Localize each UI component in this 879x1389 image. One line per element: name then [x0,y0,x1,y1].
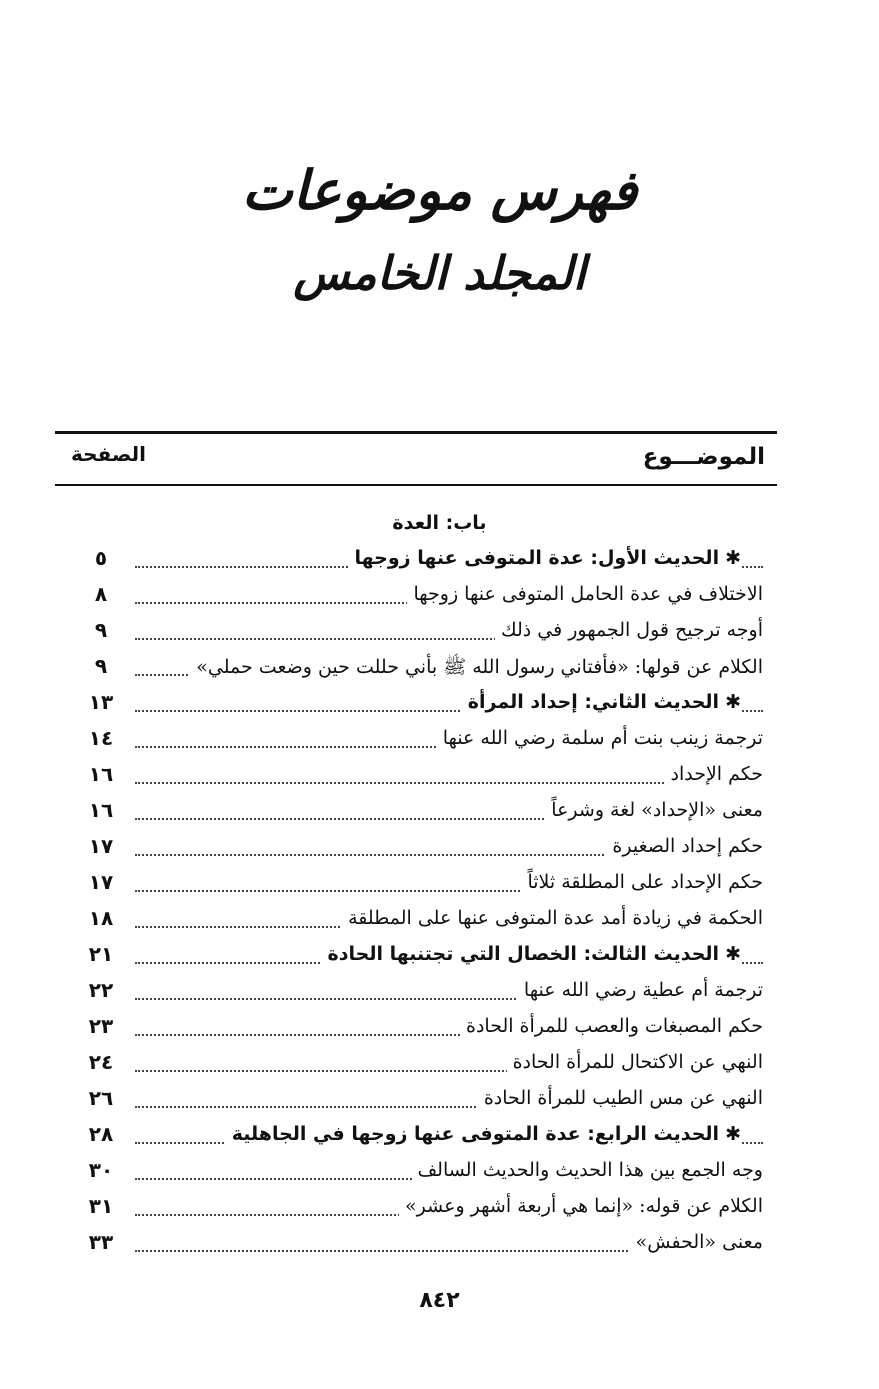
toc-entry [55,1120,777,1156]
toc-entry-page: ٢٨ [88,1122,114,1146]
header-top-rule [55,431,777,434]
toc-entry-title [348,547,741,569]
toc-entry-page: ١٦ [88,798,114,822]
toc-entry-page: ٥ [94,546,108,570]
toc-entry [55,976,777,1012]
toc-entry-text: الحديث الأول: عدة المتوفى عنها زوجها [354,547,720,569]
toc-entry-title [521,871,763,893]
topic-column-header: الموضـــوع [642,444,765,470]
title-block [0,150,879,308]
toc-entry-title [507,1051,763,1073]
toc-entry-title [460,1015,763,1037]
volume-subtitle: المجلد الخامس [293,246,586,300]
asterisk-icon: ✱ [725,943,741,965]
toc-entry [55,544,777,580]
toc-entry [55,652,777,688]
toc-entry-text: معنى «الإحداد» لغة وشرعاً [551,799,763,821]
toc-entry-page: ١٧ [88,870,114,894]
toc-entry-page: ٩ [94,618,108,642]
toc-entry-text: حكم الإحداد [670,763,763,785]
toc-entry [55,832,777,868]
toc-entry-text: الكلام عن قوله: «إنما هي أربعة أشهر وعشر» [405,1195,763,1217]
toc-entry-page: ١٤ [88,726,114,750]
toc-entry-page: ٣٣ [88,1230,114,1254]
toc-entry-title [545,799,763,821]
toc-entry-title [407,583,763,605]
toc-entry-title [630,1231,763,1253]
toc-entry-page: ٢١ [88,942,114,966]
toc-entry [55,580,777,616]
toc-entry-text: ترجمة زينب بنت أم سلمة رضي الله عنها [442,727,763,749]
toc-entry-title [342,907,763,929]
toc-entry-page: ١٦ [88,762,114,786]
toc-entry-text: الحكمة في زيادة أمد عدة المتوفى عنها على المطلقة [348,907,763,929]
toc-entry-text: الحديث الرابع: عدة المتوفى عنها زوجها في الجاهلية [231,1123,720,1145]
toc-entry [55,1192,777,1228]
toc-entry-text: الحديث الثالث: الخصال التي تجتنبها الحادة [327,943,720,965]
toc-entry-text: ترجمة أم عطية رضي الله عنها [523,979,763,1001]
toc-entry-text: وجه الجمع بين هذا الحديث والحديث السالف [417,1159,763,1181]
toc-entry [55,760,777,796]
toc-entry [55,1084,777,1120]
toc-entry [55,868,777,904]
toc-entry-page: ١٧ [88,834,114,858]
toc-entry [55,1228,777,1264]
page-title: فهرس موضوعات [241,158,638,222]
asterisk-icon: ✱ [725,691,741,713]
toc-entry [55,1012,777,1048]
toc-entry-page: ١٨ [88,906,114,930]
toc-entry-text: حكم إحداد الصغيرة [612,835,763,857]
column-header-row [55,438,777,482]
toc-entry-title [606,835,763,857]
toc-entry-page: ٣١ [88,1194,114,1218]
toc-entry-title [190,655,763,683]
toc-entry-title [478,1087,763,1109]
toc-entry [55,724,777,760]
toc-entry-title [322,943,741,965]
toc-entry-page: ١٣ [88,690,114,714]
toc-entry-page: ٨ [94,582,108,606]
toc-entry-page: ٢٣ [88,1014,114,1038]
toc-entry-title [437,727,763,749]
toc-entry-text: الحديث الثاني: إحداد المرأة [467,691,720,713]
toc-entry-title [412,1159,763,1181]
toc-entry-title [665,763,764,785]
toc-entry-title [462,691,741,713]
toc-entry [55,616,777,652]
page-column-header: الصفحة [71,442,147,466]
toc-entry [55,796,777,832]
toc-entry [55,904,777,940]
toc-entry-page: ٩ [94,654,108,678]
toc-entry-title [495,619,763,641]
toc-entry-text: حكم المصبغات والعصب للمرأة الحادة [465,1015,763,1037]
header-bottom-rule [55,484,777,486]
toc-entry-page: ٢٤ [88,1050,114,1074]
toc-entry-page: ٢٢ [88,978,114,1002]
toc-entry [55,1048,777,1084]
toc-entry [55,940,777,976]
toc-entry-page: ٣٠ [88,1158,114,1182]
table-of-contents [55,544,777,1264]
asterisk-icon: ✱ [725,547,741,569]
chapter-heading: باب: العدة [392,512,487,534]
toc-entry-text: الاختلاف في عدة الحامل المتوفى عنها زوجها [413,583,763,605]
toc-entry-page: ٢٦ [88,1086,114,1110]
toc-entry-text: معنى «الحفش» [635,1231,763,1253]
toc-entry [55,1156,777,1192]
toc-entry [55,688,777,724]
asterisk-icon: ✱ [725,1123,741,1145]
toc-entry-text: النهي عن مس الطيب للمرأة الحادة [483,1087,763,1109]
toc-entry-text: النهي عن الاكتحال للمرأة الحادة [512,1051,763,1073]
toc-entry-text: الكلام عن قولها: «فأفتاني رسول الله ﷺ بأني حللت حين وضعت حملي» [196,656,763,678]
toc-entry-title [399,1195,763,1217]
toc-entry-text: أوجه ترجيح قول الجمهور في ذلك [500,619,763,641]
toc-entry-title [518,979,763,1001]
toc-entry-text: حكم الإحداد على المطلقة ثلاثاً [527,871,763,893]
footer-page-number: ٨٤٢ [419,1288,460,1313]
toc-entry-title [226,1123,741,1145]
